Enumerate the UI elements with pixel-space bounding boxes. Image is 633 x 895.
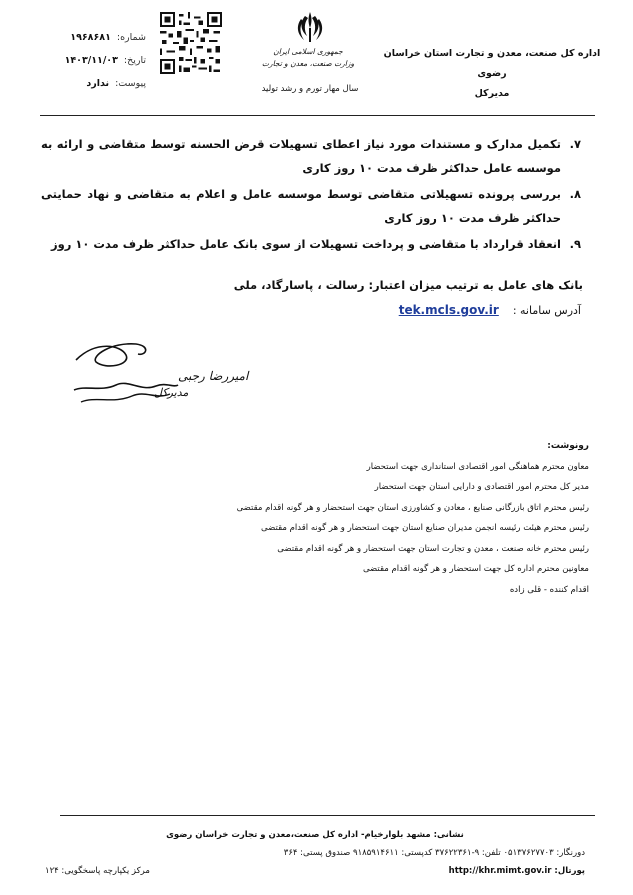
footer-divider bbox=[60, 815, 595, 816]
ministry-line2: وزارت صنعت، معدن و تجارت bbox=[261, 59, 355, 68]
step-number: ۸. bbox=[569, 187, 581, 201]
call-center: مرکز یکپارچه پاسخگویی: ۱۲۴ bbox=[45, 866, 150, 876]
list-item: رئیس محترم اتاق بازرگانی صنایع ، معادن و کشاورزی استان جهت استحضار و هر گونه اقدام مقتضی bbox=[236, 502, 589, 513]
list-item: رئیس محترم خانه صنعت ، معدن و تجارت استان جهت استحضار و هر گونه اقدام مقتضی bbox=[277, 543, 589, 554]
meta-number bbox=[36, 26, 146, 49]
meta-number-label: شماره: bbox=[116, 32, 146, 43]
cc-heading: رونوشت: bbox=[547, 441, 589, 451]
signature bbox=[66, 330, 249, 410]
banks-list: بانک های عامل به ترتیب میزان اعتبار: رسالت ، پاسارگاد، ملی bbox=[233, 278, 583, 292]
signature-name: امیررضا رجبی bbox=[178, 369, 249, 383]
list-item: رئیس محترم هیئت رئیسه انجمن مدیران صنایع استان جهت استحضار و هر گونه اقدام مقتضی bbox=[261, 523, 589, 533]
ministry-logo-text bbox=[258, 46, 358, 70]
address-label: آدرس سامانه : bbox=[512, 303, 581, 317]
meta-date bbox=[36, 49, 146, 72]
footer-links bbox=[45, 862, 585, 880]
footer bbox=[45, 826, 585, 880]
system-address bbox=[399, 303, 581, 317]
letter-meta bbox=[36, 26, 146, 95]
list-item bbox=[41, 232, 581, 256]
meta-attachment-value: ندارد bbox=[86, 78, 110, 89]
step-text: تکمیل مدارک و مستندات مورد نیاز اعطای تسهیلات قرض الحسنه توسط متقاضی و ارائه به موسسه عامل حداکثر ظرف مدت ۱۰ روز کاری bbox=[41, 137, 561, 175]
footer-address: نشانی: مشهد بلوارخیام- اداره کل صنعت،معدن و تجارت خراسان رضوی bbox=[166, 830, 464, 840]
footer-contact: دورنگار: ۰۵۱۳۷۶۲۷۷۰۳ تلفن: ۹-۳۷۶۲۲۳۶۱ کدپستی: ۹۱۸۵۹۱۴۶۱۱ صندوق پستی: ۳۶۴ bbox=[283, 848, 585, 858]
step-number: ۷. bbox=[569, 137, 581, 151]
qr-code-icon[interactable] bbox=[160, 12, 222, 74]
meta-attachment-label: پیوست: bbox=[115, 78, 146, 89]
emblem-icon bbox=[295, 10, 325, 44]
year-slogan: سال مهار تورم و رشد تولید bbox=[261, 84, 359, 94]
list-item: مدیر کل محترم امور اقتصادی و دارایی استان جهت استحضار bbox=[374, 482, 589, 492]
step-text: انعقاد قرارداد با متقاضی و پرداخت تسهیلات از سوی بانک عامل حداکثر ظرف مدت ۱۰ روز bbox=[50, 237, 561, 251]
meta-date-label: تاریخ: bbox=[123, 55, 146, 66]
cc-list bbox=[169, 436, 589, 600]
steps-list bbox=[41, 132, 581, 258]
list-item bbox=[41, 132, 581, 180]
step-text: بررسی پرونده تسهیلاتی متقاضی توسط موسسه عامل و اعلام به متقاضی و نهاد حمایتی حداکثر ظرف مدت ۱۰ روز کاری bbox=[41, 187, 561, 225]
list-item bbox=[41, 182, 581, 230]
office-title: مدیرکل bbox=[474, 88, 510, 99]
step-number: ۹. bbox=[569, 237, 581, 251]
list-item: معاون محترم هماهنگی امور اقتصادی استانداری جهت استحضار bbox=[366, 461, 589, 472]
office-name: اداره کل صنعت، معدن و تجارت استان خراسان رضوی bbox=[383, 48, 601, 79]
meta-date-value: ۱۴۰۳/۱۱/۰۳ bbox=[64, 55, 118, 66]
meta-number-value: ۱۹۶۸۶۸۱ bbox=[70, 32, 111, 43]
ministry-line1: جمهوری اسلامی ایران bbox=[273, 47, 343, 56]
signature-title: مدیرکل bbox=[154, 386, 189, 399]
portal-link[interactable]: پورتال: http://khr.mimt.gov.ir bbox=[448, 866, 585, 876]
header-divider bbox=[40, 115, 595, 116]
list-item: معاونین محترم اداره کل جهت استحضار و هر گونه اقدام مقتضی bbox=[362, 564, 589, 574]
system-link[interactable]: tek.mcls.gov.ir bbox=[398, 303, 499, 317]
office-header bbox=[377, 44, 607, 104]
list-item: اقدام کننده - قلی زاده bbox=[509, 584, 589, 595]
meta-attachment bbox=[36, 72, 146, 95]
